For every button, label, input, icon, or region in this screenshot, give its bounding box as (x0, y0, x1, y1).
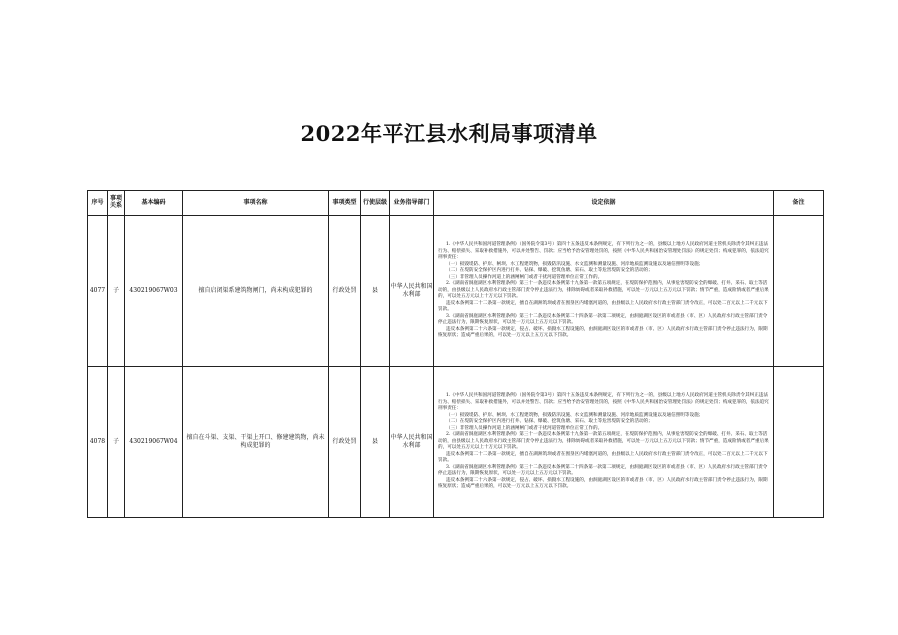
cell-name: 擅自启闭渠系建筑物闸门，尚未构成犯罪的 (183, 216, 329, 367)
header-relation: 事项关系 (108, 191, 125, 216)
basis-paragraph: 违反本条例第二十六条第一款规定，侵占、破坏、损毁水工程设施的，由洞庭湖区设区的市或者县（市、区）人民政府水行政主管部门责令停止违法行为，限期恢复原状；造成严重后果的，可以处一万元以上五万元以下罚款。 (438, 326, 768, 339)
header-code: 基本编码 (125, 191, 183, 216)
cell-basis (434, 367, 774, 518)
basis-paragraph: 2.《湖南省洞庭湖区水利管理条例》第三十一条违反本条例第十九条第一款第五项规定，在堤防保护范围内，从事危害堤防安全的爆破、打井、采石、取土等活动的，由县级以上人民政府水行政主管部门责令停止违法行为，排除妨碍或者采取补救措施，可以处一万元以上五万元以下罚款；情节严重，造成险情或者严重后果的，可以处五万元以上十万元以下罚款。 (438, 432, 769, 451)
cell-name: 擅自在斗渠、支渠、干渠上开口、修建建筑物，尚未构成犯罪的 (183, 367, 329, 518)
basis-paragraph: （二）在堤防安全保护区内进行打井、钻探、爆破、挖筑鱼塘、采石、取土等危害堤防安全的活动的； (446, 419, 653, 425)
basis-paragraph: （二）在堤防安全保护区内进行打井、钻探、爆破、挖筑鱼塘、采石、取土等危害堤防安全的活动的； (446, 268, 653, 274)
cell-dept: 中华人民共和国水利部 (390, 367, 434, 518)
basis-paragraph: （三）非管理人员操作河道上的涵闸闸门或者干扰河道管理单位正常工作的。 (446, 425, 603, 431)
cell-type: 行政处罚 (329, 216, 361, 367)
document-title: 2022年平江县水利局事项清单 (300, 121, 598, 146)
basis-paragraph: 3.《湖南省洞庭湖区水利管理条例》第三十二条违反本条例第二十四条第一款第二项规定，由洞庭湖区设区的市或者县（市、区）人民政府水行政主管部门责令停止违法行为，限期恢复原状，可以处一万元以上五万元以下罚款。 (438, 313, 768, 326)
cell-basis (434, 216, 774, 367)
table-row (88, 367, 824, 518)
cell-seq: 4077 (88, 216, 108, 367)
header-name: 事项名称 (183, 191, 329, 216)
cell-type: 行政处罚 (329, 367, 361, 518)
cell-remarks (774, 216, 824, 367)
header-type: 事项类型 (329, 191, 361, 216)
header-seq: 序号 (88, 191, 108, 216)
header-row (88, 191, 824, 216)
basis-paragraph: 违反本条例第二十二条第一款规定，擅自在湖洲筑坝或者在围垦区内堵塞河道的，由县级以上人民政府水行政主管部门责令改正，可以处二百元以上二千元以下罚款。 (438, 451, 768, 464)
basis-paragraph: 2.《湖南省洞庭湖区水利管理条例》第三十一条违反本条例第十九条第一款第五项规定，在堤防保护范围内，从事危害堤防安全的爆破、打井、采石、取土等活动的，由县级以上人民政府水行政主管部门责令停止违法行为，排除妨碍或者采取补救措施，可以处一万元以上五万元以下罚款；情节严重，造成险情或者严重后果的，可以处五万元以上十万元以下罚款。 (438, 281, 769, 300)
header-level: 行使层级 (361, 191, 390, 216)
basis-paragraph: （一）损毁堤防、护岸、闸坝、水工程建筑物，损毁防汛设施、水文监测和测量设施、河岸地质监测设施以及通信照明等设施； (446, 412, 704, 418)
basis-paragraph: 3.《湖南省洞庭湖区水利管理条例》第三十二条违反本条例第二十四条第一款第二项规定，由洞庭湖区设区的市或者县（市、区）人民政府水行政主管部门责令停止违法行为，限期恢复原状，可以处一万元以上五万元以下罚款。 (438, 464, 768, 477)
cell-level: 县 (361, 216, 390, 367)
header-dept: 业务指导部门 (390, 191, 434, 216)
basis-paragraph: 1.《中华人民共和国河道管理条例》（国务院令第3号）第四十五条违反本条例规定，有下列行为之一的，县级以上地方人民政府河道主管机关除责令其纠正违法行为、赔偿损失、采取补救措施外，可以并处警告、罚款；应当给予治安管理处罚的，按照《中华人民共和国治安管理处罚法》的规定处罚；构成犯罪的，依法追究刑事责任： (438, 393, 769, 412)
basis-paragraph: 1.《中华人民共和国河道管理条例》（国务院令第3号）第四十五条违反本条例规定，有下列行为之一的，县级以上地方人民政府河道主管机关除责令其纠正违法行为、赔偿损失、采取补救措施外，可以并处警告、罚款；应当给予治安管理处罚的，按照《中华人民共和国治安管理处罚法》的规定处罚；构成犯罪的，依法追究刑事责任： (438, 242, 769, 261)
cell-relation: 子 (108, 216, 125, 367)
header-basis: 设定依据 (434, 191, 774, 216)
basis-paragraph: （一）损毁堤防、护岸、闸坝、水工程建筑物，损毁防汛设施、水文监测和测量设施、河岸地质监测设施以及通信照明等设施； (446, 261, 704, 267)
cell-dept: 中华人民共和国水利部 (390, 216, 434, 367)
cell-level: 县 (361, 367, 390, 518)
cell-relation: 子 (108, 367, 125, 518)
basis-paragraph: （三）非管理人员操作河道上的涵闸闸门或者干扰河道管理单位正常工作的。 (446, 274, 603, 280)
items-table (87, 190, 824, 518)
cell-seq: 4078 (88, 367, 108, 518)
basis-paragraph: 违反本条例第二十二条第一款规定，擅自在湖洲筑坝或者在围垦区内堵塞河道的，由县级以上人民政府水行政主管部门责令改正，可以处二百元以上二千元以下罚款。 (438, 300, 768, 313)
basis-paragraph: 违反本条例第二十六条第一款规定，侵占、破坏、损毁水工程设施的，由洞庭湖区设区的市或者县（市、区）人民政府水行政主管部门责令停止违法行为，限期恢复原状；造成严重后果的，可以处一万元以上五万元以下罚款。 (438, 477, 768, 490)
table-row (88, 216, 824, 367)
cell-remarks (774, 367, 824, 518)
cell-code: 430219067W04 (125, 367, 183, 518)
cell-code: 430219067W03 (125, 216, 183, 367)
header-remarks: 备注 (774, 191, 824, 216)
